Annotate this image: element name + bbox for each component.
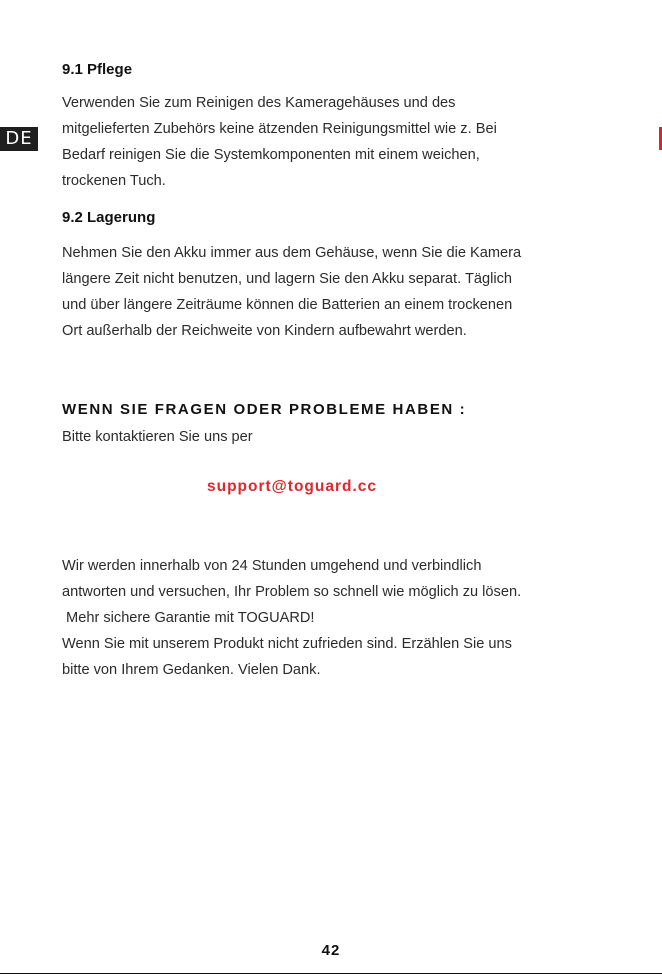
closing-paragraph (62, 553, 521, 683)
footer-rule (0, 973, 662, 974)
page-number: 42 (321, 942, 341, 959)
care-line: Bedarf reinigen Sie die Systemkomponenten mit einem weichen, (62, 147, 480, 163)
closing-line: bitte von Ihrem Gedanken. Vielen Dank. (62, 662, 321, 678)
storage-line: Ort außerhalb der Reichweite von Kindern aufbewahrt werden. (62, 323, 467, 339)
storage-line: und über längere Zeiträume können die Batterien an einem trockenen (62, 297, 513, 313)
contact-intro: Bitte kontaktieren Sie uns per (62, 429, 253, 445)
closing-line: Wir werden innerhalb von 24 Stunden umgehend und verbindlich (62, 558, 482, 574)
closing-line: antworten und versuchen, Ihr Problem so schnell wie möglich zu lösen. (62, 584, 522, 600)
closing-line: Mehr sichere Garantie mit TOGUARD! (62, 610, 315, 626)
language-tab: DE (0, 127, 38, 151)
storage-line: Nehmen Sie den Akku immer aus dem Gehäuse, wenn Sie die Kamera (62, 245, 522, 261)
storage-heading: 9.2 Lagerung (62, 209, 156, 226)
care-line: mitgelieferten Zubehörs keine ätzenden Reinigungsmittel wie z. Bei (62, 121, 497, 137)
contact-title: WENN SIE FRAGEN ODER PROBLEME HABEN : (62, 401, 467, 418)
closing-line: Wenn Sie mit unserem Produkt nicht zufrieden sind. Erzählen Sie uns (62, 636, 512, 652)
storage-paragraph (62, 240, 521, 344)
care-heading: 9.1 Pflege (62, 61, 133, 78)
support-email-link[interactable]: support@toguard.cc (207, 478, 378, 495)
storage-line: längere Zeit nicht benutzen, und lagern Sie den Akku separat. Täglich (62, 271, 512, 287)
care-paragraph (62, 90, 497, 194)
care-line: Verwenden Sie zum Reinigen des Kameragehäuses und des (62, 95, 456, 111)
care-line: trockenen Tuch. (62, 173, 166, 189)
